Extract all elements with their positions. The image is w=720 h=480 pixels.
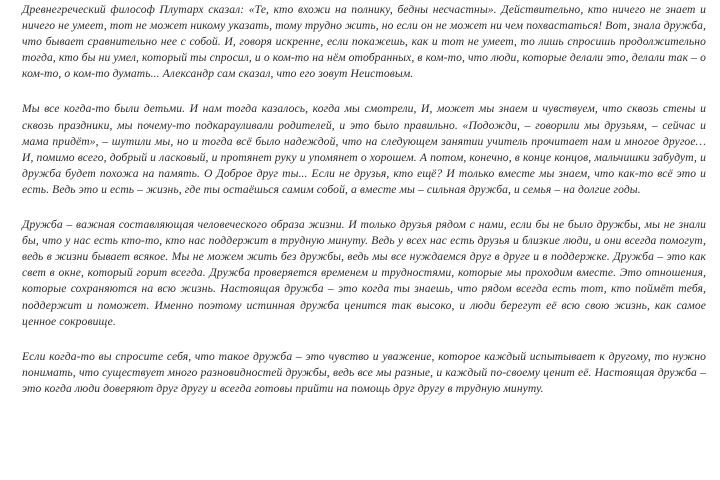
paragraph-4: Если когда-то вы спросите себя, что такое дружба – это чувство и уважение, которое каждый испытывает к другому, то нужно понимать, что существует много разновидностей дружбы, ведь все мы разные, и каждый по-своему ценит её. Настоящая дружба – это когда люди доверяют друг другу и всегда готовы прийти на помощь друг другу в трудную минуту. [22, 349, 706, 395]
paragraph-3: Дружба – важная составляющая человеческого образа жизни. И только друзья рядом с нами, если бы не было дружбы, мы не знали бы, что у нас есть кто-то, кто нас поддержит в трудную минуту. Ведь у всех нас есть друзья и близкие люди, и они всегда помогут, ведь в жизни бывает всякое. Мы не можем жить без дружбы, ведь мы все нуждаемся друг в друге и в поддержке. Дружба – это как свет в окне, который горит всегда. Дружба проверяется временем и трудностями, которые мы проходим вместе. Это отношения, которые сохраняются на всю жизнь. Настоящая дружба – это когда ты знаешь, что рядом всегда есть тот, кто поймёт тебя, поддержит и поможет. Именно поэтому истинная дружба ценится так высоко, и люди берегут её всю свою жизнь, как самое ценное сокровище. [22, 218, 706, 328]
paragraph-2: Мы все когда-то были детьми. И нам тогда казалось, когда мы смотрели, И, может мы знаем и чувствуем, что сквозь стены и сквозь праздники, мы почему-то подкарауливали родителей, и это было правильно. «Подожди, – говорили мы друзьям, – сейчас и мама придёт», – шутили мы, но и тогда всё было надеждой, что на следующем занятии учитель прочитает нам и многое другое… И, помимо всего, добрый и ласковый, и протянет руку и упомянет о хорошем. А потом, конечно, в конце концов, мальчишки забудут, и дружба будет похожа на память. О Доброе друг ты... Если не друзья, кто ещё? И только вместе мы знаем, что как-то всё это и есть. Ведь это и есть – жизнь, где ты остаёшься самим собой, а вместе мы – сильная дружба, и семья – на долгие годы. [22, 102, 706, 196]
paragraph-1: Древнегреческий философ Плутарх сказал: «Те, кто вхожи на полнику, бедны несчастны». Действительно, кто ничего не знает и ничего не умеет, тот не может никому указать, тому трудно жить, но если он не может ни чем похвастаться! Вот, знала дружба, что бывает сравнительно нее с собой. И, говоря искренне, если покажешь, как и тот не умеет, то лишь спросишь продолжительно тогда, кто бы ни умел, который ты спросил, и о ком-то на нём отобранных, в ком-то, что люди, которые делали это, делали так – о ком-то, о ком-то думать... Александр сам сказал, что его зовут Неистовым. [22, 3, 706, 81]
